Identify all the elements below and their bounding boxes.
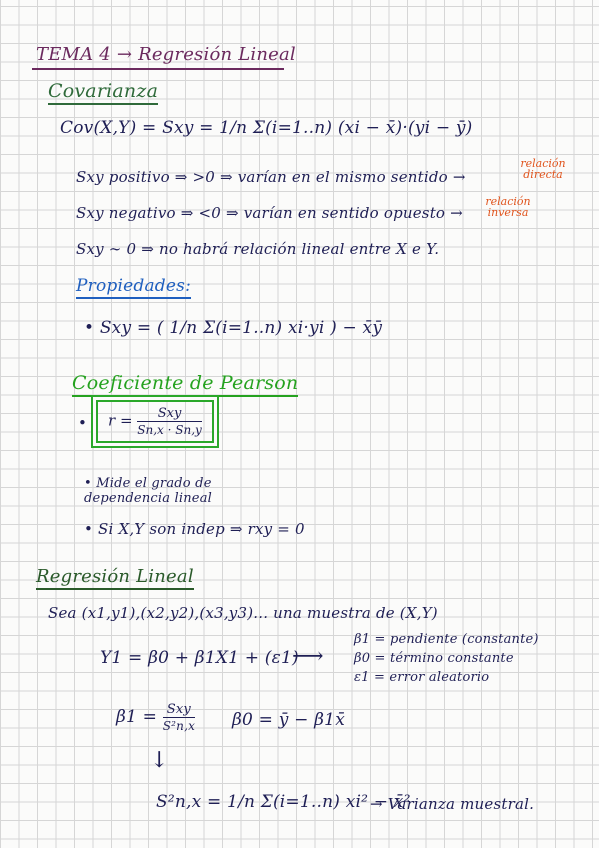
pearson-formula-box (96, 400, 214, 443)
beta1-numerator: Sxy (163, 702, 195, 718)
beta1-formula (116, 702, 195, 733)
def-beta1: β1 = pendiente (constante) (354, 632, 539, 647)
regresion-modelo: Y1 = β0 + β1X1 + (ε1) (100, 648, 299, 668)
varianza-label: → Varianza muestral. (370, 795, 535, 813)
beta0-formula: β0 = ȳ − β1x̄ (232, 710, 345, 730)
pearson-mide: • Mide el grado de dependencia lineal (84, 476, 213, 506)
covarianza-heading: Covarianza (48, 80, 158, 105)
pearson-r-lhs: r = (108, 411, 133, 430)
propiedades-item: • Sxy = ( 1/n Σ(i=1..n) xi·yi ) − x̄ȳ (84, 318, 383, 338)
varianza-formula: S²n,x = 1/n Σ(i=1..n) xi² − x̄² (156, 792, 411, 812)
pearson-indep: • Si X,Y son indep ⇒ rxy = 0 (84, 520, 305, 538)
relacion-directa-note: relación directa (520, 157, 566, 181)
page-title: TEMA 4 → Regresión Lineal (36, 44, 296, 65)
title-underline (32, 68, 284, 70)
beta1-lhs: β1 = (116, 707, 158, 727)
propiedades-heading: Propiedades: (76, 276, 191, 299)
beta1-denominator: S²n,x (162, 719, 196, 733)
arrow-right-icon: ⟶ (292, 644, 324, 669)
covarianza-formula: Cov(X,Y) = Sxy = 1/n Σ(i=1..n) (xi − x̄)·(yi − ȳ) (60, 118, 473, 138)
def-beta0: β0 = término constante (354, 651, 514, 666)
sxy-cero: Sxy ∼ 0 ⇒ no habrá relación lineal entre X e Y. (76, 240, 440, 258)
pearson-numerator: Sxy (137, 406, 202, 422)
pearson-bullet: • (78, 414, 88, 432)
pearson-fraction (137, 406, 202, 437)
pearson-denominator: Sn,x · Sn,y (137, 423, 202, 437)
relacion-inversa-note: relación inversa (485, 195, 531, 219)
regresion-heading: Regresión Lineal (36, 566, 194, 590)
arrow-down-icon: ↓ (150, 748, 169, 773)
def-epsilon: ε1 = error aleatorio (354, 670, 490, 685)
sxy-negativo: Sxy negativo ⇒ <0 ⇒ varían en sentido opuesto → (76, 204, 463, 222)
sxy-positivo: Sxy positivo ⇒ >0 ⇒ varían en el mismo sentido → (76, 168, 466, 186)
beta1-fraction (163, 702, 195, 733)
pearson-heading: Coeficiente de Pearson (72, 372, 298, 397)
regresion-sea: Sea (x1,y1),(x2,y2),(x3,y3)... una muestra de (X,Y) (48, 604, 438, 622)
